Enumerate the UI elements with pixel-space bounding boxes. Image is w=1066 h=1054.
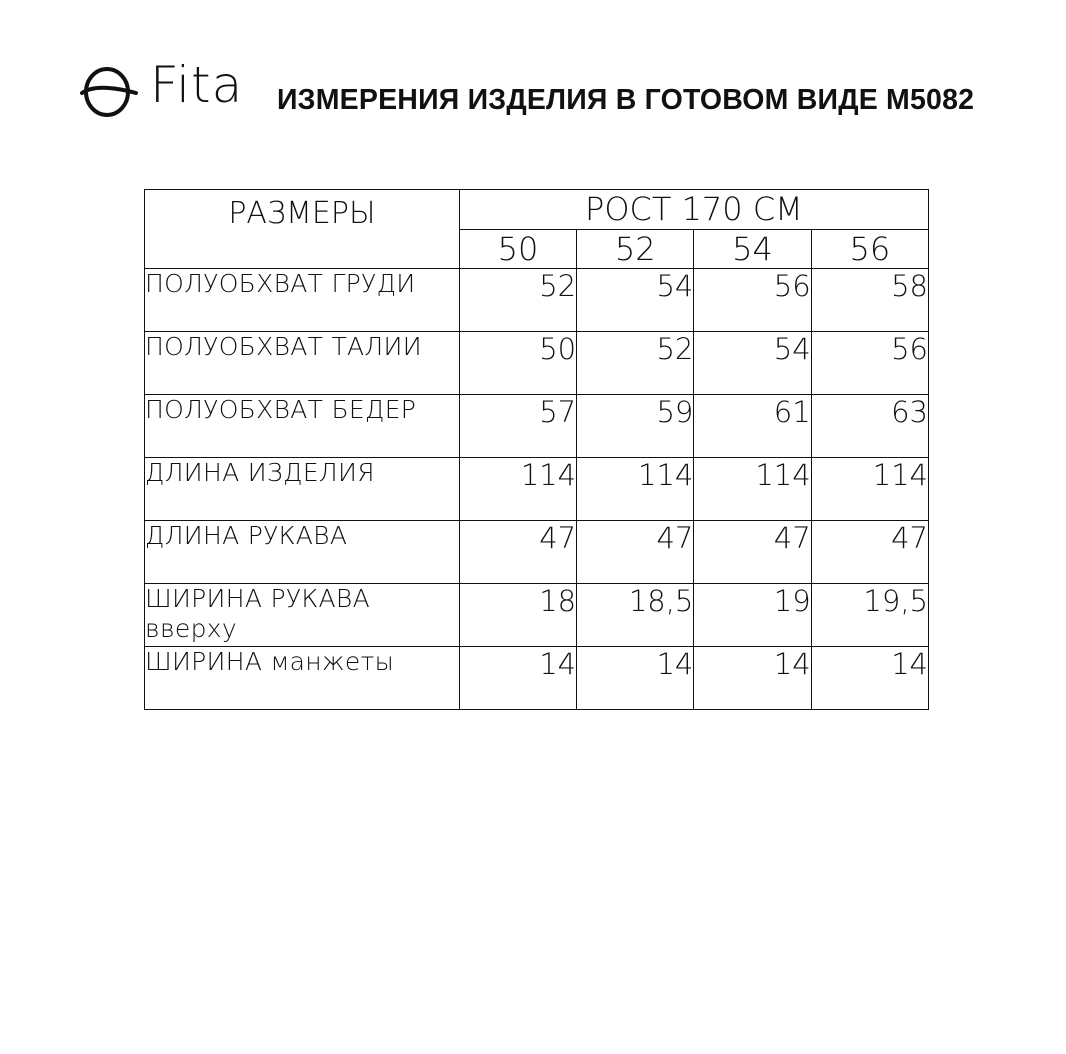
table-row xyxy=(145,647,929,710)
table-row xyxy=(145,521,929,584)
header xyxy=(80,58,1040,128)
table-row xyxy=(145,269,929,332)
brand-logo xyxy=(80,58,260,120)
table-cell: 59 xyxy=(577,395,694,458)
table-row xyxy=(145,458,929,521)
row-label: ДЛИНА РУКАВА xyxy=(145,521,460,584)
size-column-header: 56 xyxy=(811,229,928,269)
table-cell: 50 xyxy=(459,332,576,395)
table-row xyxy=(145,395,929,458)
table-cell: 47 xyxy=(577,521,694,584)
table-cell: 57 xyxy=(459,395,576,458)
page-title: ИЗМЕРЕНИЯ ИЗДЕЛИЯ В ГОТОВОМ ВИДЕ М5082 xyxy=(277,84,975,116)
measurements-table xyxy=(144,189,929,710)
row-label: ШИРИНА манжеты xyxy=(145,647,460,710)
table-cell: 54 xyxy=(694,332,811,395)
row-label: ДЛИНА ИЗДЕЛИЯ xyxy=(145,458,460,521)
table-cell: 63 xyxy=(811,395,928,458)
table-cell: 47 xyxy=(811,521,928,584)
table-cell: 114 xyxy=(811,458,928,521)
row-label: ПОЛУОБХВАТ ТАЛИИ xyxy=(145,332,460,395)
table-cell: 56 xyxy=(694,269,811,332)
table-cell: 14 xyxy=(577,647,694,710)
table-cell: 14 xyxy=(811,647,928,710)
table-cell: 19,5 xyxy=(811,584,928,647)
table-cell: 114 xyxy=(459,458,576,521)
table-cell: 47 xyxy=(459,521,576,584)
table-cell: 56 xyxy=(811,332,928,395)
table-cell: 14 xyxy=(694,647,811,710)
size-column-header: 54 xyxy=(694,229,811,269)
table-row xyxy=(145,584,929,647)
table-cell: 58 xyxy=(811,269,928,332)
row-label: ПОЛУОБХВАТ БЕДЕР xyxy=(145,395,460,458)
table-cell: 54 xyxy=(577,269,694,332)
table-cell: 14 xyxy=(459,647,576,710)
table-cell: 52 xyxy=(459,269,576,332)
table-row xyxy=(145,332,929,395)
height-group-header: РОСТ 170 СМ xyxy=(459,190,928,230)
table-cell: 18,5 xyxy=(577,584,694,647)
table-cell: 18 xyxy=(459,584,576,647)
table-cell: 52 xyxy=(577,332,694,395)
sizes-header-label: РАЗМЕРЫ xyxy=(228,196,376,231)
size-column-header: 50 xyxy=(459,229,576,269)
row-label: ШИРИНА РУКАВА вверху xyxy=(145,584,460,647)
table-cell: 114 xyxy=(694,458,811,521)
row-label: ПОЛУОБХВАТ ГРУДИ xyxy=(145,269,460,332)
size-column-header: 52 xyxy=(577,229,694,269)
table-cell: 47 xyxy=(694,521,811,584)
logo-wordmark: Fita xyxy=(150,56,244,114)
table-cell: 19 xyxy=(694,584,811,647)
fita-o-logo-icon xyxy=(80,62,138,120)
table-cell: 114 xyxy=(577,458,694,521)
sizes-header xyxy=(145,190,460,269)
table-cell: 61 xyxy=(694,395,811,458)
